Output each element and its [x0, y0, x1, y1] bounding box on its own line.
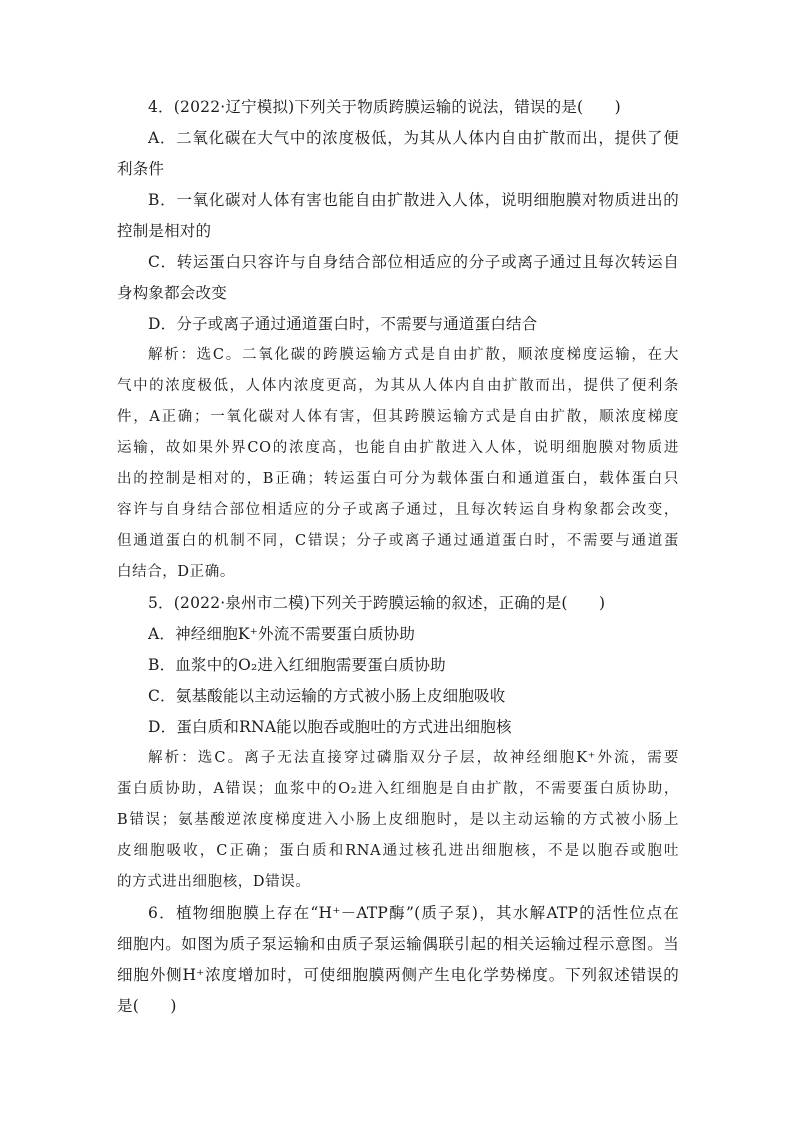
q6-stem-line2: 细胞内。如图为质子泵运输和由质子泵运输偶联引起的相关运输过程示意图。当 [117, 935, 679, 953]
q4-option-b-line2: 控制是相对的 [117, 222, 212, 240]
q5-option-a: A．神经细胞K⁺外流不需要蛋白质协助 [148, 625, 416, 643]
q4-option-c-line1: C．转运蛋白只容许与自身结合部位相适应的分子或离子通过且每次转运自 [148, 253, 679, 271]
q4-explanation-line3: 件，A正确；一氧化碳对人体有害，但其跨膜运输方式是自由扩散，顺浓度梯度 [117, 409, 679, 425]
q4-explanation-line1: 解析：选C。二氧化碳的跨膜运输方式是自由扩散，顺浓度梯度运输，在大 [148, 347, 679, 363]
q6-stem-line4: 是( ) [117, 997, 177, 1015]
q4-option-a-line2: 利条件 [117, 160, 165, 178]
q4-explanation-line5: 出的控制是相对的，B正确；转运蛋白可分为载体蛋白和通道蛋白，载体蛋白只 [117, 471, 679, 487]
document-page [117, 92, 679, 1022]
q4-explanation-line8: 白结合，D正确。 [117, 564, 235, 580]
q4-explanation-line4: 运输，故如果外界CO的浓度高，也能自由扩散进入人体，说明细胞膜对物质进 [117, 440, 679, 456]
q4-explanation-line6: 容许与自身结合部位相适应的分子或离子通过，且每次转运自身构象都会改变， [117, 502, 679, 518]
q4-stem: 4．(2022·辽宁模拟)下列关于物质跨膜运输的说法，错误的是( ) [148, 98, 621, 116]
q4-option-c-line2: 身构象都会改变 [117, 284, 227, 302]
q5-option-c: C．氨基酸能以主动运输的方式被小肠上皮细胞吸收 [148, 687, 506, 705]
q6-stem-line3: 细胞外侧H⁺浓度增加时，可使细胞膜两侧产生电化学势梯度。下列叙述错误的 [117, 966, 679, 984]
q5-option-b: B．血浆中的O₂进入红细胞需要蛋白质协助 [148, 656, 446, 674]
q4-explanation-line2: 气中的浓度极低，人体内浓度更高，为其从人体内自由扩散而出，提供了便利条 [117, 378, 679, 394]
q5-explanation-line2: 蛋白质协助，A错误；血浆中的O₂进入红细胞是自由扩散，不需要蛋白质协助， [117, 781, 679, 797]
q5-stem: 5．(2022·泉州市二模)下列关于跨膜运输的叙述，正确的是( ) [148, 594, 606, 612]
q5-explanation-line4: 皮细胞吸收，C正确；蛋白质和RNA通过核孔进出细胞核，不是以胞吞或胞吐 [117, 843, 679, 859]
q5-explanation-line3: B错误；氨基酸逆浓度梯度进入小肠上皮细胞时，是以主动运输的方式被小肠上 [117, 812, 679, 828]
q4-explanation-line7: 但通道蛋白的机制不同，C错误；分子或离子通过通道蛋白时，不需要与通道蛋 [117, 533, 679, 549]
q4-option-b-line1: B．一氧化碳对人体有害也能自由扩散进入人体，说明细胞膜对物质进出的 [148, 191, 679, 209]
q5-explanation-line5: 的方式进出细胞核，D错误。 [117, 874, 311, 890]
q5-option-d: D．蛋白质和RNA能以胞吞或胞吐的方式进出细胞核 [148, 718, 512, 736]
q5-explanation-line1: 解析：选C。离子无法直接穿过磷脂双分子层，故神经细胞K⁺外流，需要 [148, 750, 679, 766]
q6-stem-line1: 6．植物细胞膜上存在“H⁺－ATP酶”(质子泵)，其水解ATP的活性位点在 [148, 904, 679, 922]
q4-option-a-line1: A．二氧化碳在大气中的浓度极低，为其从人体内自由扩散而出，提供了便 [148, 129, 679, 147]
q4-option-d: D．分子或离子通过通道蛋白时，不需要与通道蛋白结合 [148, 315, 538, 333]
